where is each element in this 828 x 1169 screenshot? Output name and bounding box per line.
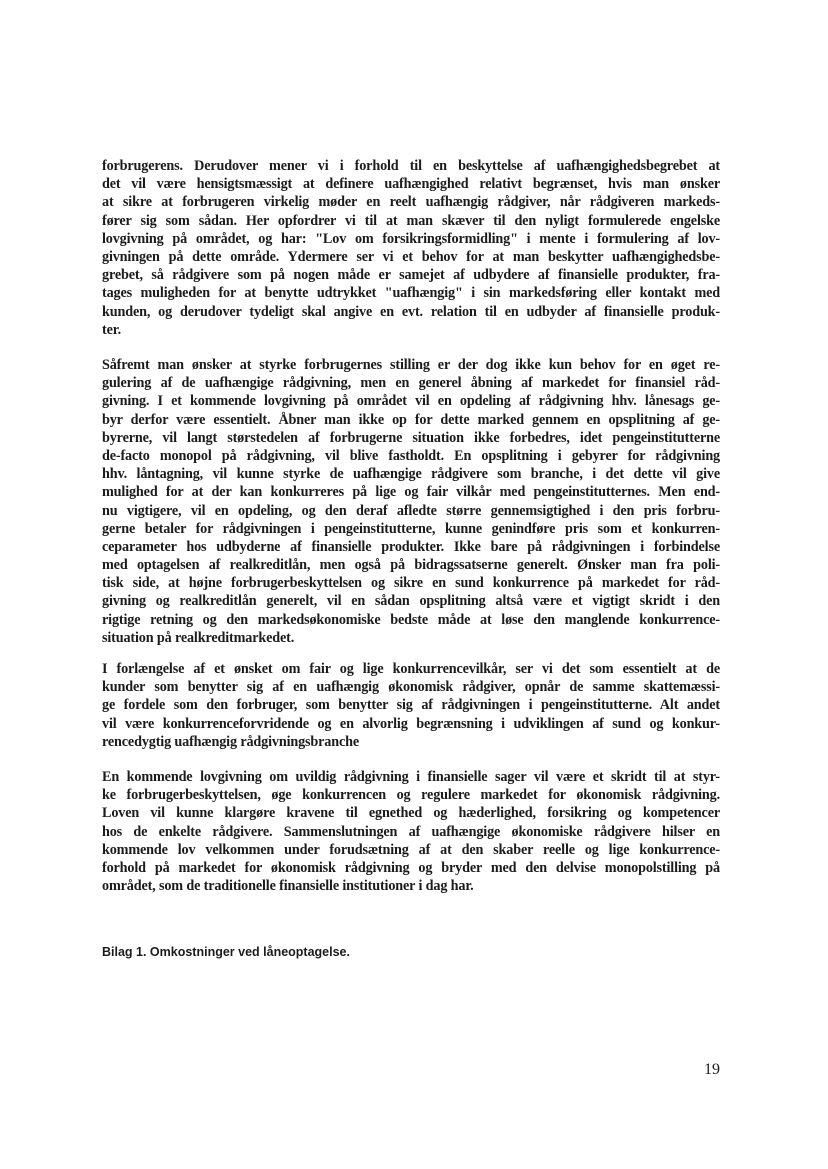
text-line: kommende lov velkommen under forudsætning af at den skaber reelle og lige konkurrence- [102, 841, 720, 858]
text-line: hos de enkelte rådgivere. Sammenslutningen af uafhængige økonomiske rådgivere hilser en [102, 823, 720, 840]
text-line: ge fordele som den forbruger, som benytter sig af rådgivningen i pengeinstitutterne. Alt andet [102, 697, 720, 714]
text-line: byrerne, vil langt størstedelen af forbrugerne situation ikke forbedres, idet pengeinstitutterne [102, 429, 720, 446]
text-line: tages muligheden for at benytte udtrykket "uafhængig" i sin markedsføring eller kontakt med [102, 285, 720, 302]
text-line: mulighed for at der kan konkurreres på lige og fair vilkår med pengeinstitutternes. Men end- [102, 484, 720, 501]
text-line: ter. [102, 321, 121, 338]
text-line: Såfremt man ønsker at styrke forbrugernes stilling er der dog ikke kun behov for en øget re- [102, 357, 720, 373]
text-line: at sikre at forbrugeren virkelig møder en reelt uafhængig rådgiver, når rådgiveren markeds- [102, 194, 720, 211]
text-line: gulering af de uafhængige rådgivning, men en generel åbning af markedet for finansiel råd- [102, 375, 720, 392]
text-line: gerne betaler for rådgivningen i pengeinstitutterne, kunne genindføre pris som et konkurren- [102, 520, 720, 537]
text-line: med optagelsen af realkreditlån, men også på bidragssatserne generelt. Ønsker man fra poli- [102, 557, 720, 574]
text-line: vil være konkurrenceforvridende og en alvorlig begrænsning i udviklingen af sund og konkur- [102, 715, 720, 732]
text-line: I forlængelse af et ønsket om fair og lige konkurrencevilkår, ser vi det som essentielt at de [102, 661, 720, 677]
text-line: En kommende lovgivning om uvildig rådgivning i finansielle sager vil være et skridt til at styr- [102, 769, 720, 785]
text-line: ke forbrugerbeskyttelsen, øge konkurrencen og regulere markedet for økonomisk rådgivning. [102, 787, 720, 804]
appendix-heading: Bilag 1. Omkostninger ved låneoptagelse. [102, 945, 350, 959]
text-line: givning. I et kommende lovgivning på området vil en opdeling af rådgivning hhv. lånesags ge- [102, 393, 720, 410]
text-line: givningen på dette område. Ydermere ser vi et behov for at man beskytter uafhængighedsbe- [102, 248, 720, 265]
text-line: rigtige retning og den markedsøkonomiske bedste måde at løse den manglende konkurrence- [102, 611, 720, 628]
text-line: grebet, så rådgivere som på nogen måde er samejet af udbydere af finansielle produkter, fra- [102, 267, 720, 284]
text-line: det vil være hensigtsmæssigt at definere uafhængighed relativt begrænset, hvis man ønsker [102, 176, 720, 193]
text-line: ceparameter hos udbyderne af finansielle produkter. Ikke bare på rådgivningen i forbindelse [102, 538, 720, 555]
text-line: givning og realkreditlån generelt, vil en sådan opsplitning altså være et vigtigt skridt i den [102, 593, 720, 610]
text-line: forhold på markedet for økonomisk rådgivning og bryder med den delvise monopolstilling på [102, 859, 720, 876]
text-line: fører sig som sådan. Her opfordrer vi til at man skæver til den nyligt formulerede engelske [102, 212, 720, 229]
page-number: 19 [704, 1061, 720, 1078]
text-line: området, som de traditionelle finansielle institutioner i dag har. [102, 878, 474, 895]
text-line: kunden, og derudover tydeligt skal angive en evt. relation til en udbyder af finansielle produk- [102, 303, 720, 320]
text-line: byr derfor være essentielt. Åbner man ikke op for dette marked gennem en opsplitning af ge- [102, 411, 720, 428]
text-line: kunder som benytter sig af en uafhængig økonomisk rådgiver, opnår de samme skattemæssi- [102, 679, 720, 696]
text-line: tisk side, at højne forbrugerbeskyttelsen og sikre en sund konkurrence på markedet for råd- [102, 575, 720, 592]
text-line: rencedygtig uafhængig rådgivningsbranche [102, 733, 360, 750]
text-line: situation på realkreditmarkedet. [102, 629, 295, 646]
text-line: forbrugerens. Derudover mener vi i forhold til en beskyttelse af uafhængighedsbegrebet at [102, 158, 720, 174]
text-line: lovgivning på området, og har: "Lov om forsikringsformidling" i mente i formulering af lov- [102, 230, 720, 247]
text-line: hhv. låntagning, vil kunne styrke de uafhængige rådgivere som branche, i det dette vil give [102, 466, 720, 483]
paragraph [102, 660, 720, 751]
paragraph [102, 356, 720, 647]
text-line: de-facto monopol på rådgivning, vil blive fastholdt. En opsplitning i gebyrer for rådgivning [102, 447, 720, 464]
text-line: Loven vil kunne klargøre kravene til egnethed og hæderlighed, forsikring og kompetencer [102, 805, 720, 822]
paragraph [102, 768, 720, 895]
text-line: nu vigtigere, vil en opdeling, og den deraf afledte større gennemsigtighed i den pris forbru- [102, 502, 720, 519]
paragraph [102, 157, 720, 339]
